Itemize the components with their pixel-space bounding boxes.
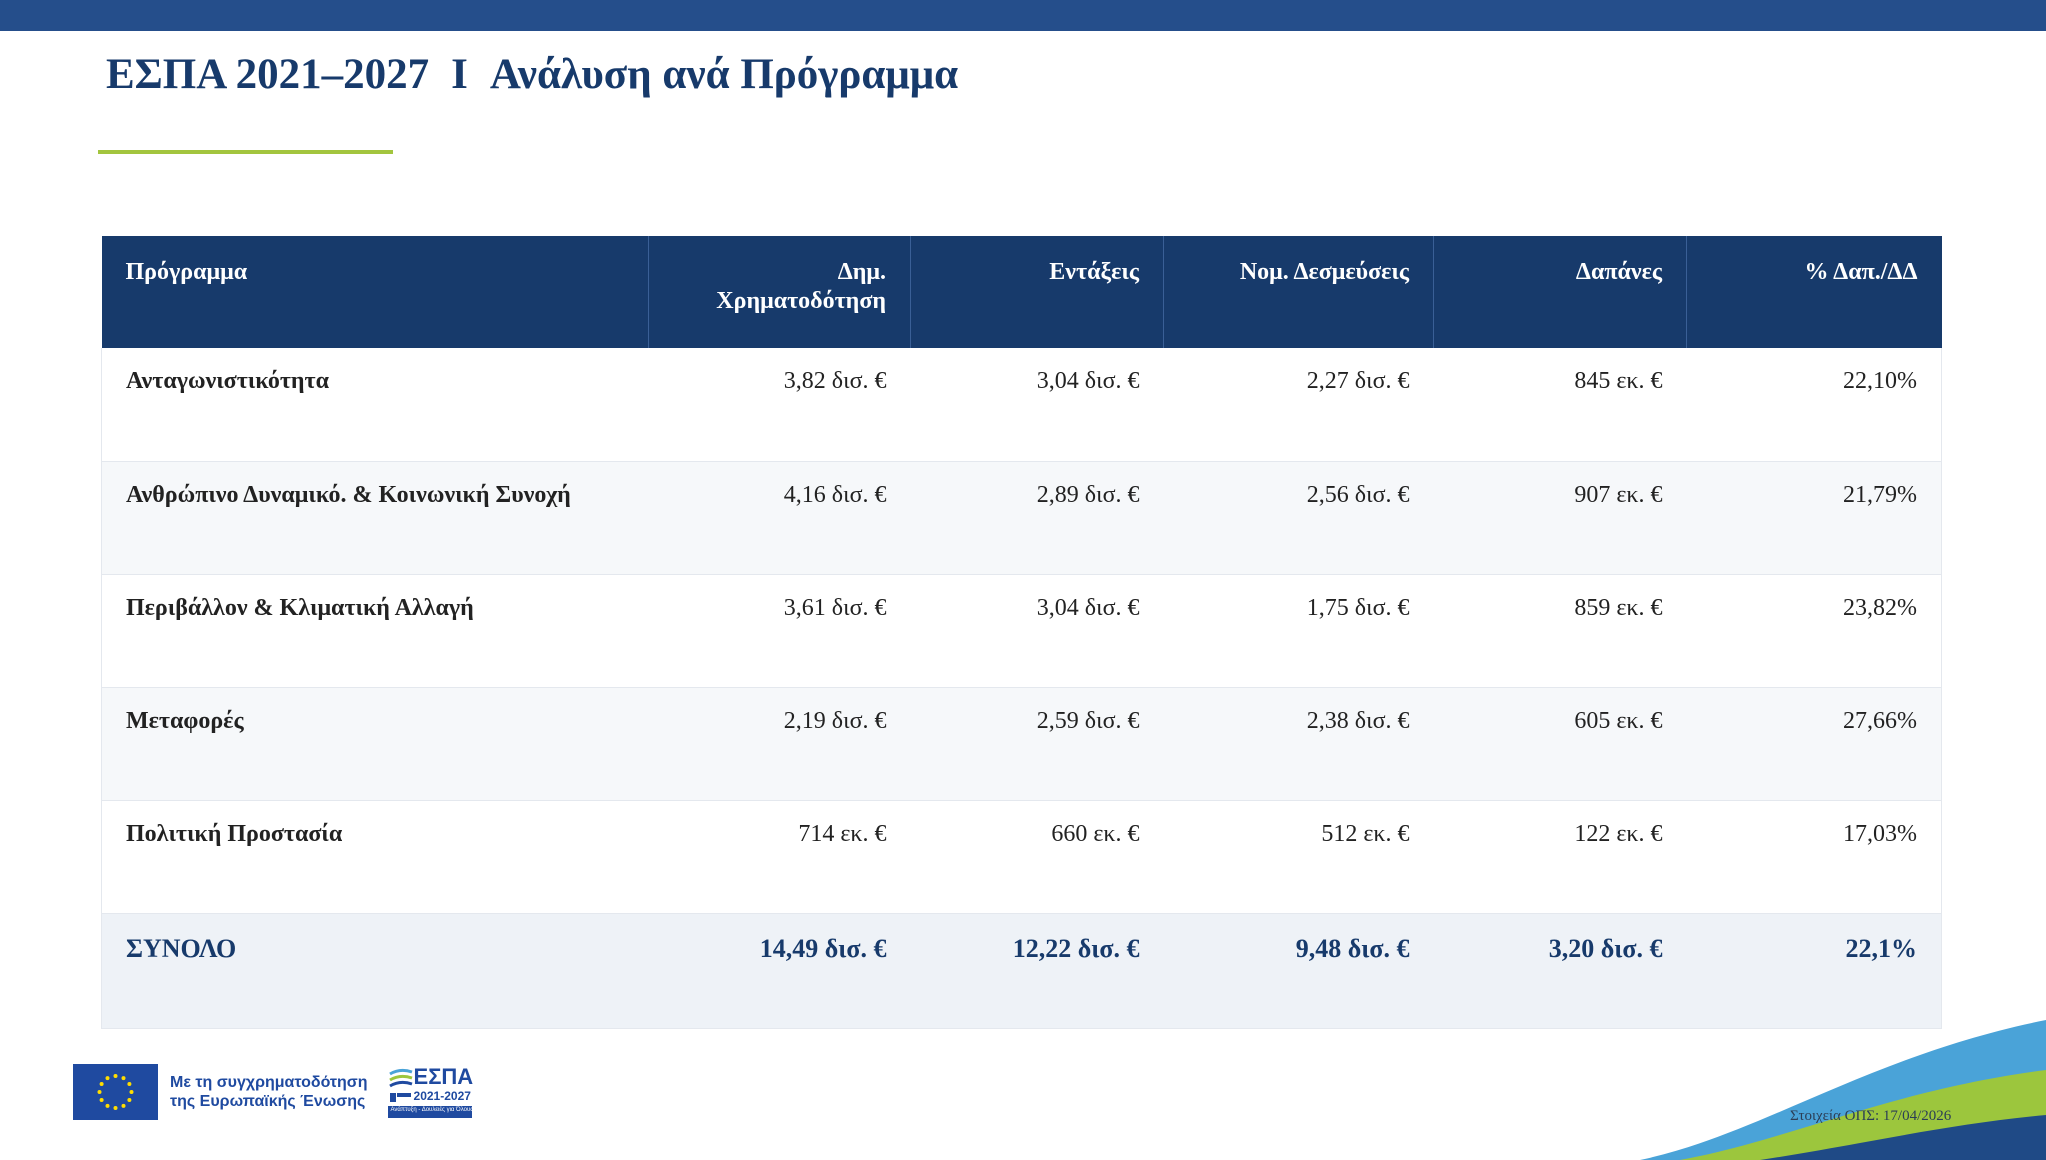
program-table — [101, 236, 1942, 1029]
espa-logo-years: 2021-2027 — [413, 1089, 471, 1103]
expenditure-value: 845 εκ. € — [1434, 348, 1687, 461]
inclusions-value: 2,89 δισ. € — [911, 461, 1164, 574]
column-header-inclusions: Εντάξεις — [911, 236, 1164, 348]
top-bar — [0, 0, 2046, 31]
table-row — [102, 687, 1942, 800]
column-header-public-funding: Δημ. Χρηματοδότηση — [649, 236, 911, 348]
legal-commitments-value: 1,75 δισ. € — [1164, 574, 1434, 687]
column-header-legal-commitments: Νομ. Δεσμεύσεις — [1164, 236, 1434, 348]
expenditure-ratio-value: 27,66% — [1687, 687, 1942, 800]
public-funding-value: 3,82 δισ. € — [649, 348, 911, 461]
total-expenditure: 3,20 δισ. € — [1434, 913, 1687, 1028]
espa-logo-slogan: Ανάπτυξη - Δουλειές για Όλους — [390, 1107, 474, 1113]
expenditure-value: 605 εκ. € — [1434, 687, 1687, 800]
legal-commitments-value: 2,38 δισ. € — [1164, 687, 1434, 800]
table-row — [102, 348, 1942, 461]
title-subtitle: Ανάλυση ανά Πρόγραμμα — [489, 51, 959, 98]
column-header-expenditure: Δαπάνες — [1434, 236, 1687, 348]
expenditure-ratio-value: 22,10% — [1687, 348, 1942, 461]
page-title — [106, 50, 958, 99]
program-name: Ανθρώπινο Δυναμικό. & Κοινωνική Συνοχή — [102, 461, 649, 574]
espa-logo — [388, 1064, 474, 1120]
expenditure-value: 907 εκ. € — [1434, 461, 1687, 574]
inclusions-value: 660 εκ. € — [911, 800, 1164, 913]
legal-commitments-value: 2,56 δισ. € — [1164, 461, 1434, 574]
total-legal-commitments: 9,48 δισ. € — [1164, 913, 1434, 1028]
total-inclusions: 12,22 δισ. € — [911, 913, 1164, 1028]
public-funding-value: 714 εκ. € — [649, 800, 911, 913]
title-main: ΕΣΠΑ 2021–2027 — [106, 51, 430, 98]
title-underline — [98, 150, 393, 154]
table-row — [102, 574, 1942, 687]
table-row — [102, 461, 1942, 574]
total-expenditure-ratio: 22,1% — [1687, 913, 1942, 1028]
total-label: ΣΥΝΟΛΟ — [102, 913, 649, 1028]
espa-stripes-icon — [388, 1066, 414, 1106]
espa-logo-name: ΕΣΠΑ — [413, 1064, 474, 1089]
table-total-row — [102, 913, 1942, 1028]
inclusions-value: 3,04 δισ. € — [911, 574, 1164, 687]
expenditure-ratio-value: 21,79% — [1687, 461, 1942, 574]
eu-text-line-2: της Ευρωπαϊκής Ένωσης — [170, 1093, 366, 1110]
title-separator: I — [451, 51, 468, 98]
program-name: Μεταφορές — [102, 687, 649, 800]
expenditure-value: 859 εκ. € — [1434, 574, 1687, 687]
table-row — [102, 800, 1942, 913]
eu-text-line-1: Με τη συγχρηματοδότηση — [170, 1073, 368, 1091]
data-source-date: Στοιχεία ΟΠΣ: 17/04/2026 — [1790, 1108, 1952, 1124]
footer-logos — [73, 1064, 474, 1120]
legal-commitments-value: 512 εκ. € — [1164, 800, 1434, 913]
program-name: Περιβάλλον & Κλιματική Αλλαγή — [102, 574, 649, 687]
inclusions-value: 3,04 δισ. € — [911, 348, 1164, 461]
expenditure-ratio-value: 23,82% — [1687, 574, 1942, 687]
expenditure-value: 122 εκ. € — [1434, 800, 1687, 913]
decorative-waves — [1640, 1015, 2046, 1160]
total-public-funding: 14,49 δισ. € — [649, 913, 911, 1028]
inclusions-value: 2,59 δισ. € — [911, 687, 1164, 800]
eu-flag-icon — [73, 1064, 158, 1120]
public-funding-value: 3,61 δισ. € — [649, 574, 911, 687]
eu-cofunding-text — [170, 1073, 368, 1111]
legal-commitments-value: 2,27 δισ. € — [1164, 348, 1434, 461]
column-header-expenditure-ratio: % Δαπ./ΔΔ — [1687, 236, 1942, 348]
public-funding-value: 2,19 δισ. € — [649, 687, 911, 800]
expenditure-ratio-value: 17,03% — [1687, 800, 1942, 913]
program-name: Πολιτική Προστασία — [102, 800, 649, 913]
table-header-row — [102, 236, 1942, 348]
program-name: Ανταγωνιστικότητα — [102, 348, 649, 461]
public-funding-value: 4,16 δισ. € — [649, 461, 911, 574]
column-header-program: Πρόγραμμα — [102, 236, 649, 348]
